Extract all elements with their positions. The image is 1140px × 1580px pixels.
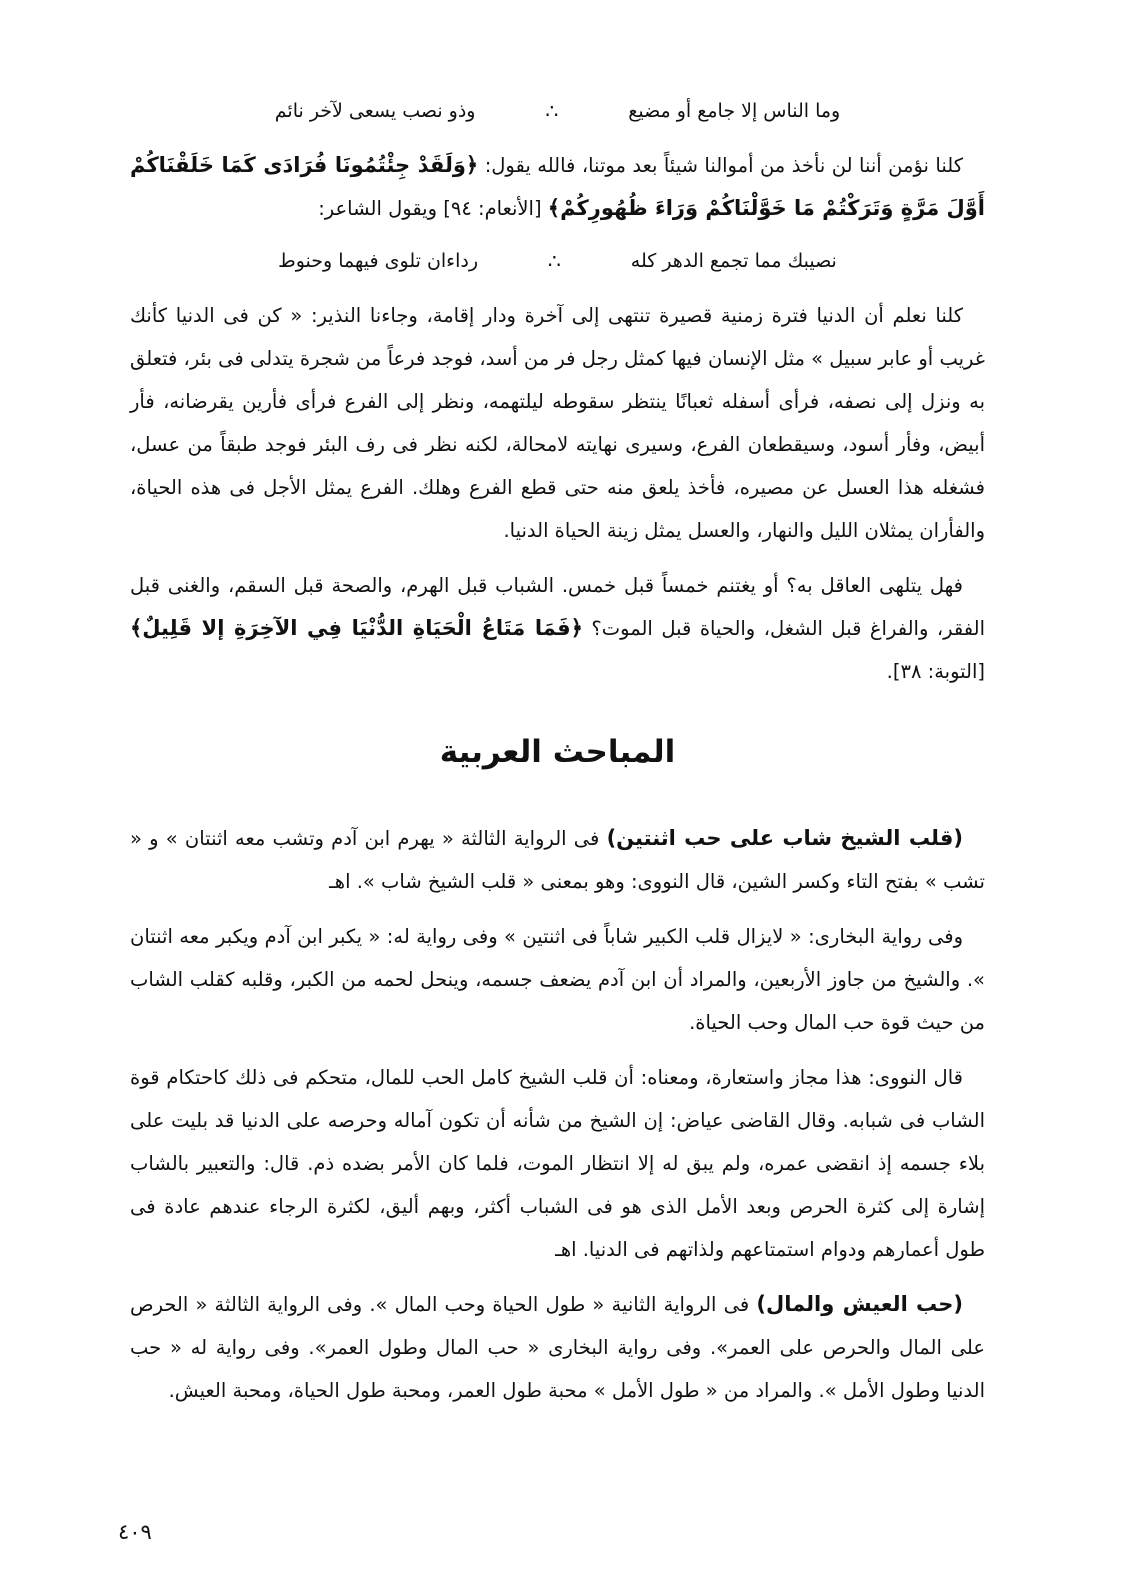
- paragraph-1-text-before: كلنا نؤمن أننا لن نأخذ من أموالنا شيئاً بعد موتنا، فالله يقول:: [478, 154, 963, 177]
- verse-2-second-hemistich: رداءان تلوى فيهما وحنوط: [278, 250, 479, 272]
- paragraph-7-heading: (حب العيش والمال): [756, 1292, 964, 1316]
- quran-verse-tawba: ﴿فَمَا مَتَاعُ الْحَيَاةِ الدُّنْيَا فِي الآخِرَةِ إلا قَلِيلٌ﴾: [130, 616, 583, 640]
- poetry-verse-1: [130, 92, 985, 130]
- paragraph-1: [130, 144, 985, 230]
- verse-2-first-hemistich: نصيبك مما تجمع الدهر كله: [630, 250, 837, 272]
- verse-1-first-hemistich: وما الناس إلا جامع أو مضيع: [628, 100, 841, 122]
- paragraph-1-text-after: [الأنعام: ٩٤] ويقول الشاعر:: [318, 197, 548, 220]
- page-number: ٤٠٩: [118, 1520, 152, 1544]
- paragraph-3-text-before: فهل يتلهى العاقل به؟ أو يغتنم خمساً قبل خمس. الشباب قبل الهرم، والصحة قبل السقم، والغنى قبل الفقر، والفراغ قبل الشغل، والحياة قبل الموت؟: [130, 574, 985, 640]
- poetry-verse-2: [130, 242, 985, 280]
- paragraph-4-heading: (قلب الشيخ شاب على حب اثنتين): [606, 826, 963, 850]
- paragraph-3: [130, 564, 985, 693]
- paragraph-7: [130, 1283, 985, 1412]
- verse-1-separator: ∴: [545, 99, 559, 123]
- verse-1-second-hemistich: وذو نصب يسعى لآخر نائم: [274, 100, 476, 122]
- paragraph-4: [130, 817, 985, 903]
- paragraph-6: قال النووى: هذا مجاز واستعارة، ومعناه: أن قلب الشيخ كامل الحب للمال، متحكم فى ذلك كاحتكام قوة الشاب فى شبابه. وقال القاضى عياض: إن الشيخ من شأنه أن تكون آماله وحرصه على الدنيا قد بليت على بلاء جسمه إذ انقضى عمره، ولم يبق له إلا انتظار الموت، فلما كان الأمر بضده ذم. قال: والتعبير بالشاب إشارة إلى كثرة الحرص وبعد الأمل الذى هو فى الشباب أكثر، وبهم أليق، لكثرة الرجاء عندهم عادة فى طول أعمارهم ودوام استمتاعهم ولذاتهم فى الدنيا. اهـ: [130, 1066, 985, 1261]
- section-title: المباحث العربية: [439, 734, 676, 770]
- paragraph-4-text: فى الرواية الثالثة « يهرم ابن آدم وتشب معه اثنتان » و « تشب » بفتح التاء وكسر الشين، قال النووى: وهو بمعنى « قلب الشيخ شاب ». اهـ: [130, 827, 985, 893]
- verse-2-separator: ∴: [548, 249, 561, 273]
- quran-verse-anam: ﴿وَلَقَدْ جِئْتُمُونَا فُرَادَى كَمَا خَلَقْنَاكُمْ أَوَّلَ مَرَّةٍ وَتَرَكْتُمْ مَا خَوَّلْنَاكُمْ وَرَاءَ ظُهُورِكُمْ﴾: [130, 153, 985, 220]
- paragraph-5: وفى رواية البخارى: « لايزال قلب الكبير شاباً فى اثنتين » وفى رواية له: « يكبر ابن آدم ويكبر معه اثنتان ». والشيخ من جاوز الأربعين، والمراد أن ابن آدم يضعف جسمه، وينحل لحمه من الكبر، وقلبه كقلب الشاب من حيث قوة حب المال وحب الحياة.: [130, 925, 985, 1034]
- paragraph-7-text: فى الرواية الثانية « طول الحياة وحب المال ». وفى الرواية الثالثة « الحرص على المال والحرص على العمر». وفى رواية البخارى « حب المال وطول العمر». وفى رواية له « حب الدنيا وطول الأمل ». والمراد من « طول الأمل » محبة طول العمر، ومحبة طول الحياة، ومحبة العيش.: [130, 1293, 985, 1402]
- paragraph-2: كلنا نعلم أن الدنيا فترة زمنية قصيرة تنتهى إلى آخرة ودار إقامة، وجاءنا النذير: « كن فى الدنيا كأنك غريب أو عابر سبيل » مثل الإنسان فيها كمثل رجل فر من أسد، فوجد فرعاً من شجرة يتدلى فى بئر، فتعلق به ونزل إلى نصفه، فرأى أسفله ثعبانًا ينتظر سقوطه ليلتهمه، ونظر إلى الفرع فرأى فأرين يقرضانه، فأر أبيض، وفأر أسود، وسيقطعان الفرع، وسيرى نهايته لامحالة، لكنه نظر فى رف البئر فوجد طبقاً من عسل، فشغله هذا العسل عن مصيره، فأخذ يلعق منه حتى قطع الفرع وهلك. الفرع يمثل الأجل فى هذه الحياة، والفأران يمثلان الليل والنهار، والعسل يمثل زينة الحياة الدنيا.: [130, 304, 985, 542]
- paragraph-3-text-after: [التوبة: ٣٨].: [886, 660, 985, 683]
